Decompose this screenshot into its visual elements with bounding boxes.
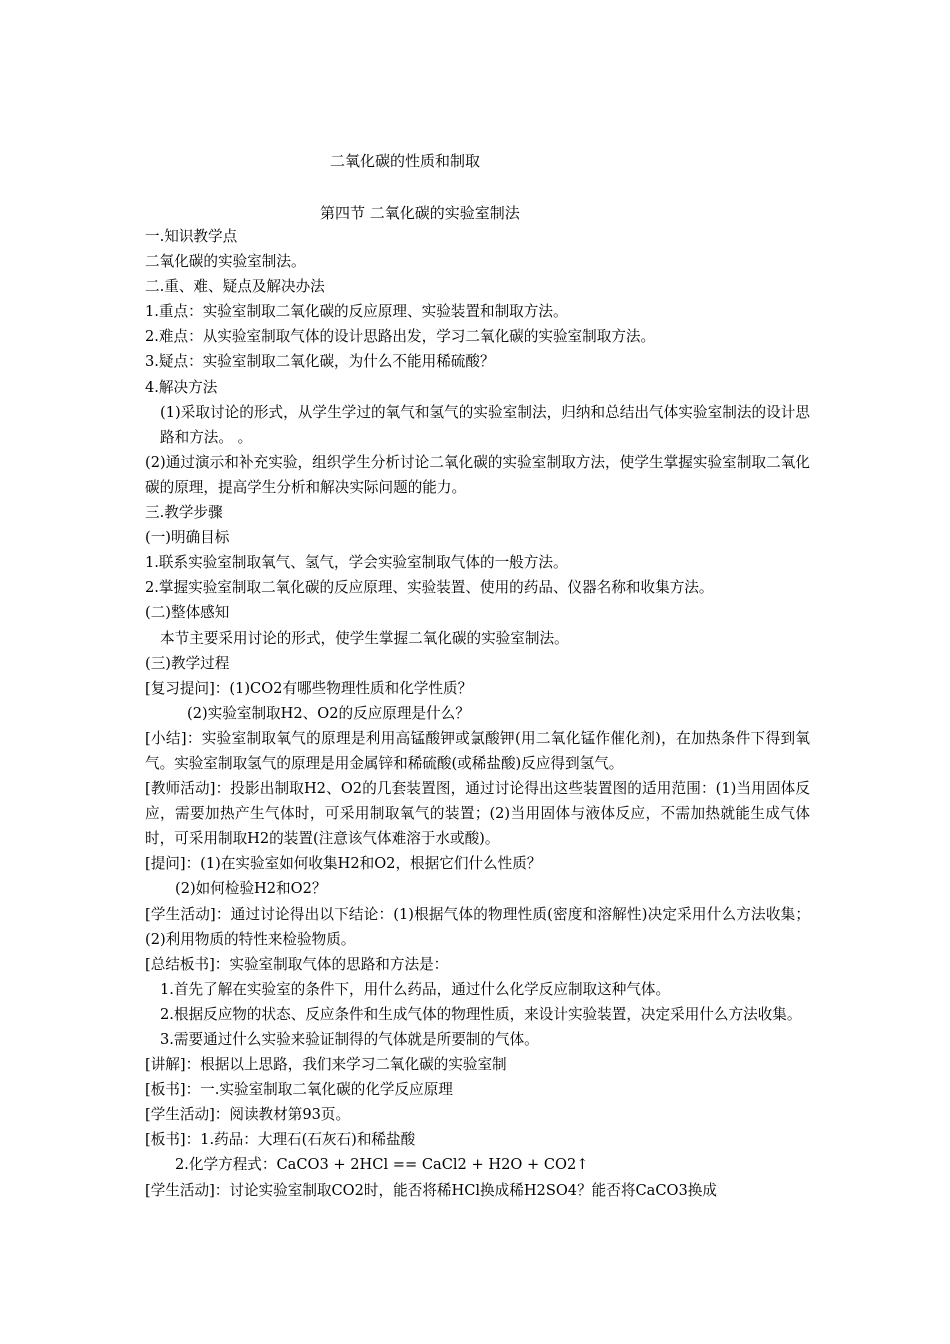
paragraph: [板书]：一.实验室制取二氧化碳的化学反应原理 [145, 1081, 453, 1099]
paragraph: [板书]：1.药品：大理石(石灰石)和稀盐酸 [145, 1131, 416, 1149]
paragraph: (二)整体感知 [145, 604, 230, 622]
paragraph: [学生活动]：阅读教材第93页。 [145, 1106, 351, 1124]
paragraph: 2.难点：从实验室制取气体的设计思路出发，学习二氧化碳的实验室制取方法。 [145, 328, 656, 346]
paragraph: (2)如何检验H2和O2？ [175, 880, 327, 898]
paragraph: [讲解]：根据以上思路，我们来学习二氧化碳的实验室制 [145, 1056, 507, 1074]
paragraph: [学生活动]：通过讨论得出以下结论：(1)根据气体的物理性质(密度和溶解性)决定采用什么方法收集；(2)利用物质的特性来检验物质。 [145, 905, 810, 948]
paragraph: [提问]：(1)在实验室如何收集H2和O2，根据它们什么性质？ [145, 855, 542, 873]
paragraph: 一.知识教学点 [145, 228, 238, 245]
paragraph: 2.根据反应物的状态、反应条件和生成气体的物理性质，来设计实验装置，决定采用什么方法收集。 [160, 1005, 802, 1023]
paragraph: 3.疑点：实验室制取二氧化碳，为什么不能用稀硫酸？ [145, 353, 495, 371]
document-body [145, 224, 810, 1203]
paragraph: (2)实验室制取H2、O2的反应原理是什么？ [187, 704, 470, 722]
paragraph: 二.重、难、疑点及解决办法 [145, 278, 325, 296]
paragraph: (三)教学过程 [145, 654, 230, 672]
paragraph: (一)明确目标 [145, 529, 230, 547]
paragraph: 4.解决方法 [145, 378, 218, 396]
paragraph: [复习提问]：(1)CO2有哪些物理性质和化学性质？ [145, 679, 473, 697]
paragraph: [小结]：实验室制取氧气的原理是利用高锰酸钾或氯酸钾(用二氧化锰作催化剂)，在加热条件下得到氧气。实验室制取氢气的原理是用金属锌和稀硫酸(或稀盐酸)反应得到氢气。 [145, 729, 810, 772]
paragraph: 1.首先了解在实验室的条件下，用什么药品，通过什么化学反应制取这种气体。 [160, 980, 671, 998]
paragraph: [总结板书]：实验室制取气体的思路和方法是： [145, 955, 449, 973]
paragraph: [教师活动]：投影出制取H2、O2的几套装置图，通过讨论得出这些装置图的适用范围：(1)当用固体反应，需要加热产生气体时，可采用制取氧气的装置；(2)当用固体与液体反应，不需加热就能生成气体时，可采用制取H2的装置(注意该气体难溶于水或酸)。 [145, 780, 810, 848]
paragraph: 2.掌握实验室制取二氧化碳的反应原理、实验装置、使用的药品、仪器名称和收集方法。 [145, 579, 714, 597]
section-title: 第四节 二氧化碳的实验室制法 [320, 204, 520, 222]
document-title: 二氧化碳的性质和制取 [330, 152, 481, 170]
paragraph: (1)采取讨论的形式，从学生学过的氧气和氢气的实验室制法，归纳和总结出气体实验室制法的设计思路和方法。 。 [160, 403, 810, 446]
paragraph: 3.需要通过什么实验来验证制得的气体就是所要制的气体。 [160, 1031, 539, 1048]
paragraph: (2)通过演示和补充实验，组织学生分析讨论二氧化碳的实验室制取方法，使学生掌握实验室制取二氧化碳的原理，提高学生分析和解决实际问题的能力。 [145, 453, 810, 496]
paragraph: 2.化学方程式：CaCO3 + 2HCl == CaCl2 + H2O + CO2↑ [175, 1156, 589, 1174]
paragraph: 三.教学步骤 [145, 504, 223, 522]
paragraph: [学生活动]：讨论实验室制取CO2时，能否将稀HCl换成稀H2SO4？能否将CaCO3换成 [145, 1181, 717, 1199]
paragraph: 1.重点：实验室制取二氧化碳的反应原理、实验装置和制取方法。 [145, 303, 568, 321]
paragraph: 本节主要采用讨论的形式，使学生掌握二氧化碳的实验室制法。 [160, 629, 569, 647]
paragraph: 二氧化碳的实验室制法。 [145, 253, 306, 271]
paragraph: 1.联系实验室制取氧气、氢气，学会实验室制取气体的一般方法。 [145, 554, 568, 572]
